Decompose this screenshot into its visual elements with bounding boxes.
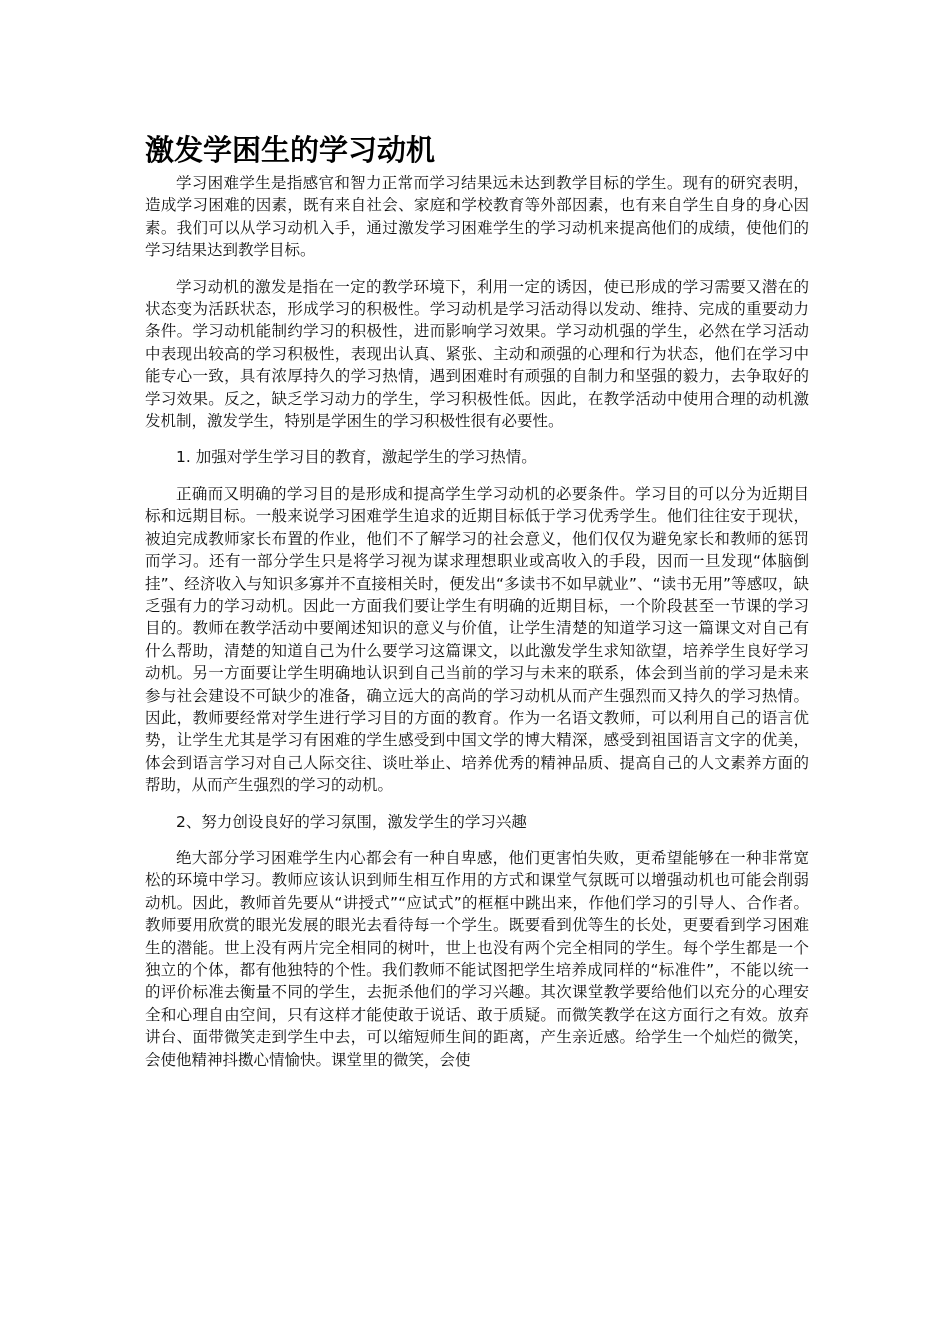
paragraph-learning-goals: 正确而又明确的学习目的是形成和提高学生学习动机的必要条件。学习目的可以分为近期目标和远期目标。一般来说学习困难学生追求的近期目标低于学习优秀学生。他们往往安于现状，被迫完成教师家长布置的作业，他们不了解学习的社会意义，他们仅仅为避免家长和教师的惩罚而学习。还有一部分学生只是将学习视为谋求理想职业或高收入的手段，因而一旦发现“体脑倒挂”、经济收入与知识多寡并不直接相关时，便发出“多读书不如早就业”、“读书无用”等感叹，缺乏强有力的学习动机。因此一方面我们要让学生有明确的近期目标，一个阶段甚至一节课的学习目的。教师在教学活动中要阐述知识的意义与价值，让学生清楚的知道学习这一篇课文对自己有什么帮助，清楚的知道自己为什么要学习这篇课文，以此激发学生求知欲望，培养学生良好学习动机。另一方面要让学生明确地认识到自己当前的学习与未来的联系，体会到当前的学习是未来参与社会建设不可缺少的准备，确立远大的高尚的学习动机从而产生强烈而又持久的学习热情。因此，教师要经常对学生进行学习目的方面的教育。作为一名语文教师，可以利用自己的语言优势，让学生尤其是学习有困难的学生感受到中国文学的博大精深，感受到祖国语言文字的优美，体会到语言学习对自己人际交往、谈吐举止、培养优秀的精神品质、提高自己的人文素养方面的帮助，从而产生强烈的学习的动机。 [145, 484, 809, 795]
document-page [145, 128, 809, 1085]
section-heading-2: 2、努力创设良好的学习氛围，激发学生的学习兴趣 [176, 812, 527, 831]
document-title: 激发学困生的学习动机 [145, 133, 436, 167]
paragraph-intro: 学习困难学生是指感官和智力正常而学习结果远未达到教学目标的学生。现有的研究表明，造成学习困难的因素，既有来自社会、家庭和学校教育等外部因素，也有来自学生自身的身心因素。我们可以从学习动机入手，通过激发学习困难学生的学习动机来提高他们的成绩，使他们的学习结果达到教学目标。 [145, 174, 809, 260]
paragraph-motivation: 学习动机的激发是指在一定的教学环境下，利用一定的诱因，使已形成的学习需要又潜在的状态变为活跃状态，形成学习的积极性。学习动机是学习活动得以发动、维持、完成的重要动力条件。学习动机能制约学习的积极性，进而影响学习效果。学习动机强的学生，必然在学习活动中表现出较高的学习积极性，表现出认真、紧张、主动和顽强的心理和行为状态，他们在学习中能专心一致，具有浓厚持久的学习热情，遇到困难时有顽强的自制力和坚强的毅力，去争取好的学习效果。反之，缺乏学习动力的学生，学习积极性低。因此，在教学活动中使用合理的动机激发机制，激发学生，特别是学困生的学习积极性很有必要性。 [145, 277, 809, 431]
paragraph-learning-atmosphere: 绝大部分学习困难学生内心都会有一种自卑感，他们更害怕失败，更希望能够在一种非常宽松的环境中学习。教师应该认识到师生相互作用的方式和课堂气氛既可以增强动机也可能会削弱动机。因此，教师首先要从“讲授式”“应试式”的框框中跳出来，作他们学习的引导人、合作者。教师要用欣赏的眼光发展的眼光去看待每一个学生。既要看到优等生的长处，更要看到学习困难生的潜能。世上没有两片完全相同的树叶，世上也没有两个完全相同的学生。每个学生都是一个独立的个体，都有他独特的个性。我们教师不能试图把学生培养成同样的“标准件”，不能以统一的评价标准去衡量不同的学生，去扼杀他们的学习兴趣。其次课堂教学要给他们以充分的心理安全和心理自由空间，只有这样才能使敢于说话、敢于质疑。而微笑教学在这方面行之有效。放弃讲台、面带微笑走到学生中去，可以缩短师生间的距离，产生亲近感。给学生一个灿烂的微笑，会使他精神抖擞心情愉快。课堂里的微笑，会使 [145, 848, 809, 1069]
section-heading-1: 1. 加强对学生学习目的教育，激起学生的学习热情。 [176, 448, 537, 467]
